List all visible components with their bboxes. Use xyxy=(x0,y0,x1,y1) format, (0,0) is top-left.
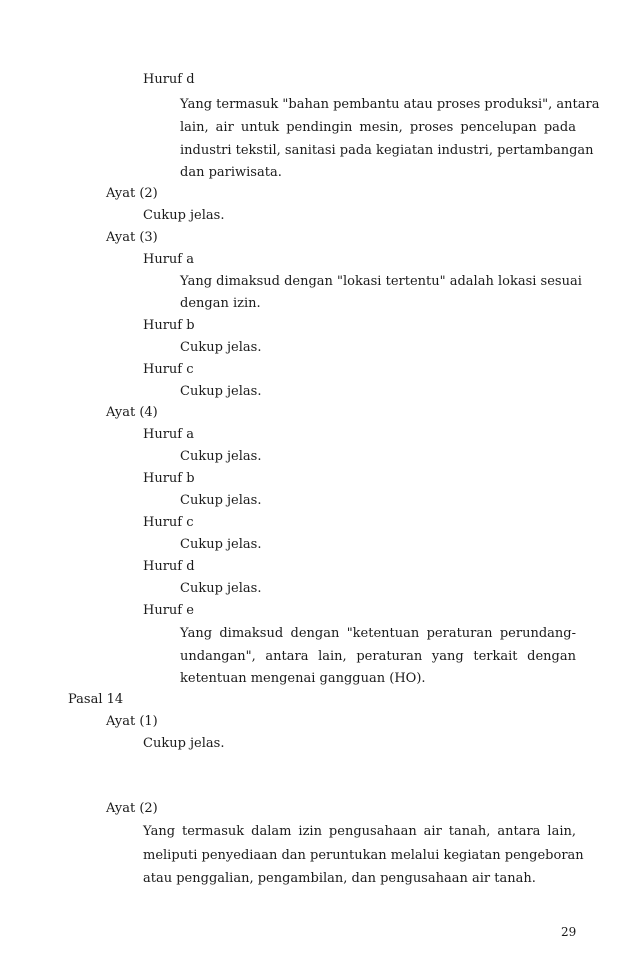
paragraph-line: dengan izin. xyxy=(180,296,261,311)
huruf-heading: Huruf b xyxy=(143,471,195,486)
paragraph-line: Cukup jelas. xyxy=(180,449,262,464)
huruf-heading: Huruf a xyxy=(143,427,194,442)
paragraph-line: Cukup jelas. xyxy=(180,384,262,399)
ayat-heading: Ayat (2) xyxy=(106,186,158,201)
paragraph-line: Yang dimaksud dengan "lokasi tertentu" adalah lokasi sesuai xyxy=(180,274,582,289)
paragraph-line: Cukup jelas. xyxy=(180,581,262,596)
huruf-heading: Huruf d xyxy=(143,559,195,574)
paragraph-line: Cukup jelas. xyxy=(143,736,225,751)
ayat-heading: Ayat (2) xyxy=(106,801,158,816)
paragraph-line: Yang termasuk dalam izin pengusahaan air tanah, antara lain, xyxy=(143,824,576,839)
huruf-heading: Huruf a xyxy=(143,252,194,267)
ayat-heading: Ayat (1) xyxy=(106,714,158,729)
paragraph-line: lain, air untuk pendingin mesin, proses pencelupan pada xyxy=(180,120,576,135)
huruf-heading: Huruf c xyxy=(143,362,194,377)
huruf-heading: Huruf b xyxy=(143,318,195,333)
pasal-heading: Pasal 14 xyxy=(68,692,124,707)
paragraph-line: Yang termasuk "bahan pembantu atau proses produksi", antara xyxy=(180,97,600,112)
paragraph-line: industri tekstil, sanitasi pada kegiatan industri, pertambangan xyxy=(180,143,594,158)
paragraph-line: Cukup jelas. xyxy=(180,340,262,355)
paragraph-line: Cukup jelas. xyxy=(180,537,262,552)
huruf-heading: Huruf c xyxy=(143,515,194,530)
paragraph-line: Cukup jelas. xyxy=(180,493,262,508)
paragraph-line: Yang dimaksud dengan "ketentuan peraturan perundang- xyxy=(180,626,576,641)
paragraph-line: atau penggalian, pengambilan, dan pengusahaan air tanah. xyxy=(143,871,536,886)
huruf-heading: Huruf d xyxy=(143,72,195,87)
ayat-heading: Ayat (3) xyxy=(106,230,158,245)
paragraph-line: ketentuan mengenai gangguan (HO). xyxy=(180,671,426,686)
paragraph-line: Cukup jelas. xyxy=(143,208,225,223)
paragraph-line: undangan", antara lain, peraturan yang terkait dengan xyxy=(180,649,576,664)
paragraph-line: dan pariwisata. xyxy=(180,165,282,180)
ayat-heading: Ayat (4) xyxy=(106,405,158,420)
paragraph-line: meliputi penyediaan dan peruntukan melalui kegiatan pengeboran xyxy=(143,848,584,863)
huruf-heading: Huruf e xyxy=(143,603,194,618)
page-number: 29 xyxy=(561,925,577,939)
